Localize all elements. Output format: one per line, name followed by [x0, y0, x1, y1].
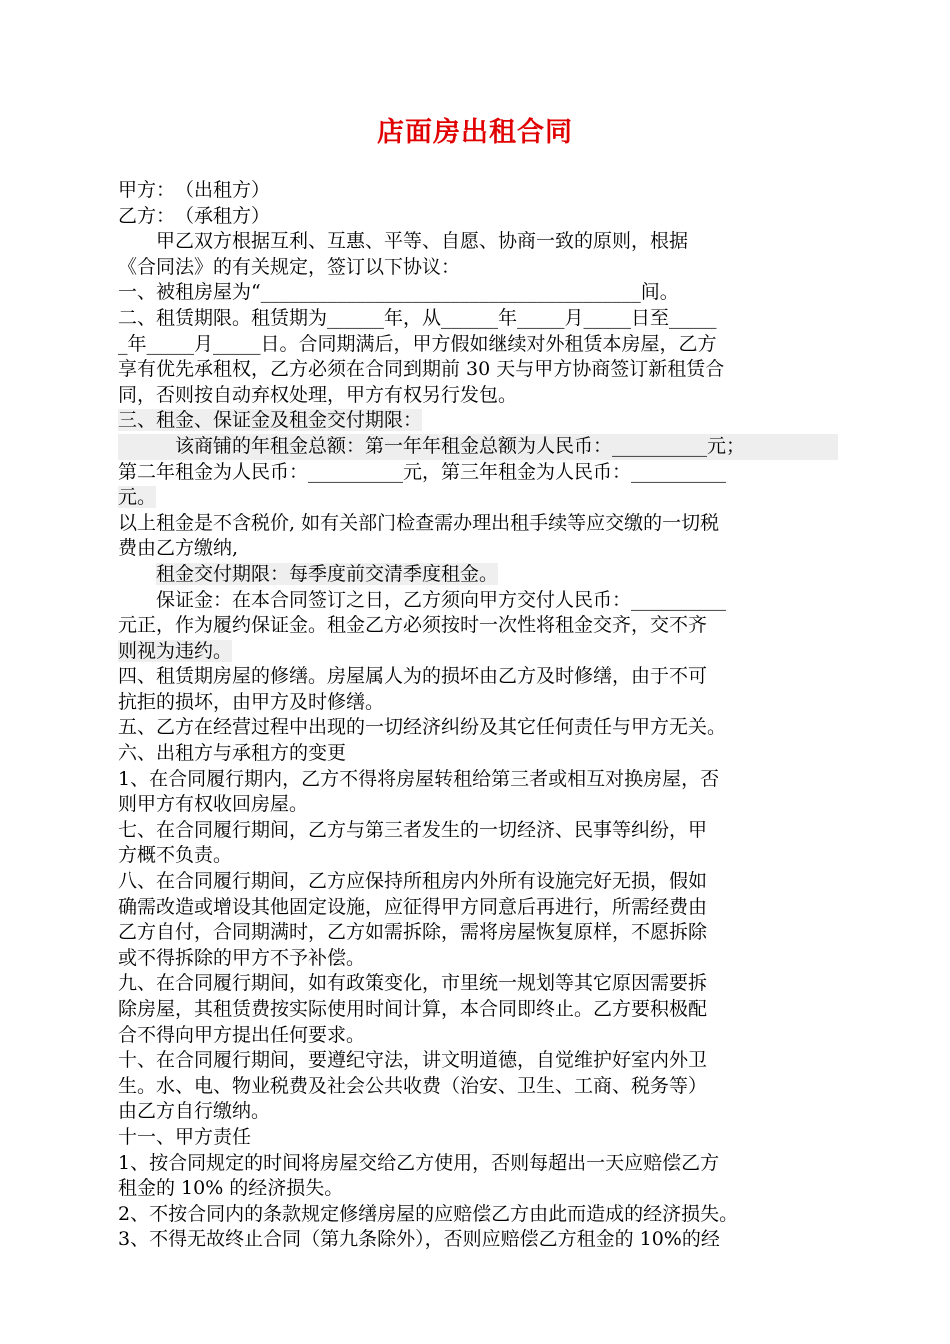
text-line: 2、不按合同内的条款规定修缮房屋的应赔偿乙方由此而造成的经济损失。 — [118, 1202, 739, 1225]
text-line: 费由乙方缴纳, — [118, 537, 239, 560]
text-line: 则甲方有权收回房屋。 — [118, 793, 309, 816]
text-span: 元。 — [118, 486, 157, 509]
text-line: _年_____月_____日。合同期满后，甲方假如继续对外租赁本房屋，乙方 — [118, 332, 717, 355]
document-title: 店面房出租合同 — [377, 117, 573, 148]
text-line: 或不得拆除的甲方不予补偿。 — [118, 946, 366, 969]
text-line: 1、按合同规定的时间将房屋交给乙方使用，否则每超出一天应赔偿乙方 — [118, 1151, 720, 1174]
text-line: 第二年租金为人民币：__________元，第三年租金为人民币：__________ — [118, 460, 727, 483]
text-line: 七、在合同履行期间，乙方与第三者发生的一切经济、民事等纠纷，甲 — [118, 818, 708, 841]
text-line: 九、在合同履行期间，如有政策变化，市里统一规划等其它原因需要拆 — [118, 972, 708, 995]
text-line — [118, 408, 838, 434]
text-line: 甲乙双方根据互利、互惠、平等、自愿、协商一致的原则，根据 — [156, 230, 689, 253]
text-line: 乙方： （承租方） — [118, 204, 271, 227]
text-line: 由乙方自行缴纳。 — [118, 1100, 271, 1123]
text-line: 元正，作为履约保证金。租金乙方必须按时一次性将租金交齐，交不齐 — [118, 614, 708, 637]
text-line: 以上租金是不含税价, 如有关部门检查需办理出租手续等应交缴的一切税 — [118, 511, 720, 534]
text-line: 除房屋，其租赁费按实际使用时间计算，本合同即终止。乙方要积极配 — [118, 998, 708, 1020]
text-line: 确需改造或增设其他固定设施，应征得甲方同意后再进行，所需经费由 — [118, 895, 708, 918]
text-line: 乙方自付，合同期满时，乙方如需拆除，需将房屋恢复原样，不愿拆除 — [118, 921, 708, 944]
text-line: 十一、甲方责任 — [118, 1125, 252, 1148]
text-line — [118, 485, 838, 511]
text-line: 该商铺的年租金总额：第一年年租金总额为人民币：__________元； — [118, 434, 838, 460]
text-line: 甲方： （出租方） — [118, 179, 271, 201]
text-span: 三、租金、保证金及租金交付期限： — [118, 409, 423, 432]
text-line: 四、租赁期房屋的修缮。房屋属人为的损坏由乙方及时修缮，由于不可 — [118, 665, 708, 688]
text-line: 保证金：在本合同签订之日，乙方须向甲方交付人民币：__________ — [156, 588, 727, 611]
text-line: 生。水、电、物业税费及社会公共收费（治安、卫生、工商、税务等） — [118, 1074, 708, 1097]
text-span: 则视为违约。 — [118, 639, 233, 662]
text-line — [118, 639, 838, 665]
text-line: 3、不得无故终止合同（第九条除外），否则应赔偿乙方租金的 10%的经 — [118, 1228, 720, 1251]
text-line: 八、在合同履行期间，乙方应保持所租房内外所有设施完好无损，假如 — [118, 870, 708, 893]
text-line: 同，否则按自动弃权处理，甲方有权另行发包。 — [118, 383, 518, 406]
text-line: 享有优先承租权，乙方必须在合同到期前 30 天与甲方协商签订新租赁合 — [118, 358, 725, 381]
text-line: 一、被租房屋为“________________________________________间。 — [118, 281, 679, 304]
text-line: 合不得向甲方提出任何要求。 — [118, 1023, 366, 1046]
text-line: 十、在合同履行期间，要遵纪守法，讲文明道德，自觉维护好室内外卫 — [118, 1049, 708, 1072]
text-line: 1、在合同履行期内，乙方不得将房屋转租给第三者或相互对换房屋，否 — [118, 767, 720, 790]
document-body — [118, 178, 838, 1253]
text-line — [118, 562, 838, 588]
text-line: 六、出租方与承租方的变更 — [118, 742, 347, 765]
text-line: 方概不负责。 — [118, 844, 233, 867]
text-line: 五、乙方在经营过程中出现的一切经济纠纷及其它任何责任与甲方无关。 — [118, 716, 727, 739]
text-line: 抗拒的损坏，由甲方及时修缮。 — [118, 690, 385, 713]
text-line: 《合同法》的有关规定，签订以下协议： — [118, 255, 461, 278]
text-span: 租金交付期限：每季度前交清季度租金。 — [156, 562, 499, 585]
text-line: 二、租赁期限。租赁期为______年，从______年_____月_____日至_____ — [118, 306, 717, 329]
text-line: 租金的 10% 的经济损失。 — [118, 1177, 344, 1200]
